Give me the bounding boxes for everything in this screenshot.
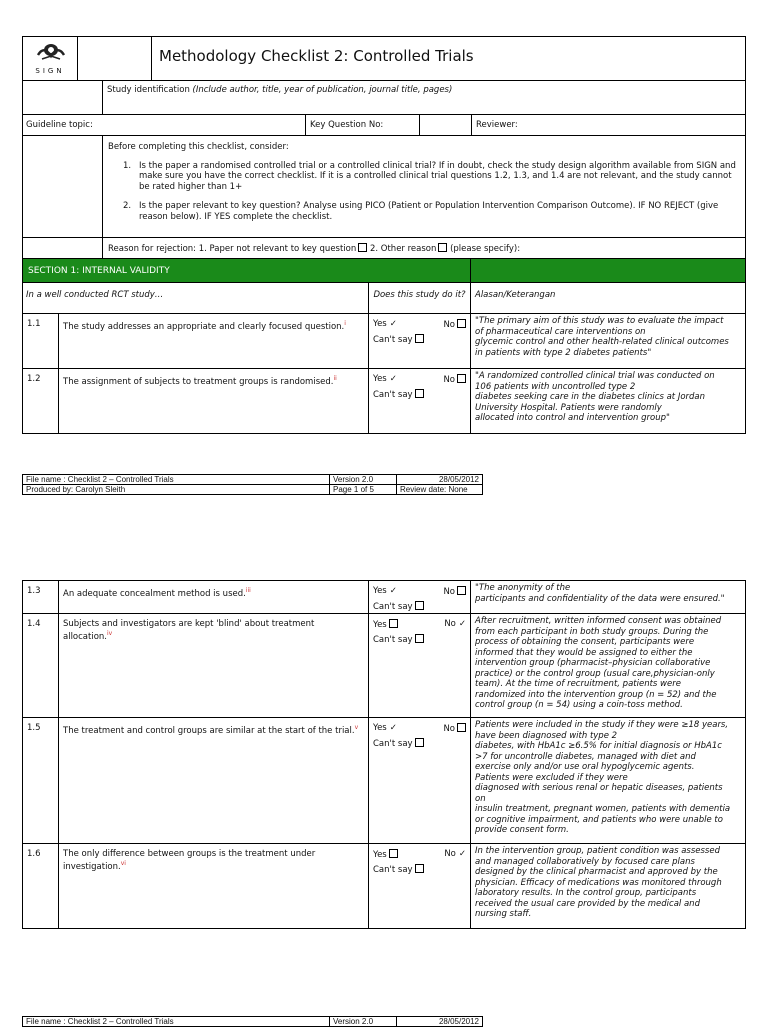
answer-no-label: No: [444, 619, 456, 629]
row-comment-cell: [470, 580, 746, 614]
comment-line: on: [475, 793, 486, 804]
row-footnote-ref: iv: [107, 630, 113, 638]
answer-no: [443, 374, 466, 386]
answer-yes-checkbox[interactable]: [389, 619, 398, 628]
row-question: [63, 322, 346, 332]
row-number: 1.4: [27, 619, 41, 629]
row-question-text: The treatment and control groups are similar at the start of the trial.: [63, 725, 355, 736]
answer-no-checkbox[interactable]: [457, 374, 466, 383]
comment-line: practice) or the control group (usual care,physician-only: [475, 668, 715, 679]
col-b-heading-cell: [368, 282, 471, 314]
answer-no-checkbox[interactable]: [457, 723, 466, 732]
thistle-logo-icon: [34, 41, 68, 63]
row-comment-cell: [470, 313, 746, 369]
row-number: 1.1: [27, 319, 41, 329]
col-a-heading: In a well conducted RCT study…: [26, 290, 164, 300]
row-question-cell: [58, 717, 369, 844]
answer-no-check-icon[interactable]: ✓: [458, 849, 466, 859]
footer-1-review: Review date: None: [397, 485, 483, 495]
reviewer-label: Reviewer:: [476, 120, 518, 130]
key-question-cell: [305, 114, 420, 136]
answer-yes-checkbox[interactable]: [389, 849, 398, 858]
row-question-cell: [58, 580, 369, 614]
row-answer: [373, 374, 466, 400]
before-item-2: [123, 201, 740, 222]
answer-yes-check-icon[interactable]: ✓: [389, 586, 397, 596]
row-question-text: An adequate concealment method is used.: [63, 588, 246, 599]
comment-line: from each participant in both study groups. During the: [475, 626, 709, 637]
row-question-cell: [58, 313, 369, 369]
comment-line: laboratory results. In the control group, participants: [475, 888, 697, 898]
footer-2-version: Version 2.0: [330, 1017, 397, 1027]
comment-line: "The anonymity of the: [475, 583, 571, 593]
comment-line: diabetes, with HbA1c ≥6.5% for initial diagnosis or HbA1c: [475, 741, 722, 751]
comment-line: In the intervention group, patient condition was assessed: [475, 846, 720, 856]
comment-line: process of obtaining the consent, participants were: [475, 637, 695, 647]
comment-line: diabetes seeking care in the diabetes clinics at Jordan: [475, 392, 706, 402]
comment-line: randomized into the intervention group (n = 52) and the: [475, 689, 717, 700]
row-question: [63, 589, 251, 599]
row-number: 1.3: [27, 586, 41, 596]
rejection-text-c: (please specify):: [450, 244, 521, 254]
answer-cant-say-label: Can't say: [373, 634, 413, 645]
row-answer-cell: [368, 580, 471, 614]
answer-yes-check-icon[interactable]: ✓: [389, 374, 397, 384]
study-id-label: Study identification: [107, 85, 190, 95]
comment-line: allocated into control and intervention group": [475, 413, 670, 423]
col-a-heading-cell: [22, 282, 369, 314]
comment-line: have been diagnosed with type 2: [475, 730, 618, 741]
answer-no-checkbox[interactable]: [457, 586, 466, 595]
answer-cant-say-label: Can't say: [373, 864, 413, 875]
comment-line: University Hospital. Patients were randomly: [475, 402, 662, 413]
logo-cell: [22, 36, 78, 81]
answer-yes-label: Yes: [373, 723, 387, 733]
footer-1-version: Version 2.0: [330, 475, 397, 485]
answer-cant-say-checkbox[interactable]: [415, 389, 424, 398]
row-footnote-ref: i: [344, 320, 346, 327]
answer-no: [443, 586, 466, 598]
header-spacer-cell: [77, 36, 152, 81]
answer-no: [444, 619, 466, 631]
row-number-cell: [22, 843, 59, 929]
answer-cant-say-checkbox[interactable]: [415, 864, 424, 873]
answer-yes: [373, 374, 397, 386]
section-1-header: [22, 258, 471, 283]
before-item-1-text: Is the paper a randomised controlled trial or a controlled clinical trial? If in doubt, check the study design algorithm available from SIGN and make sure you have the correct checklist. If it is a controlled clinical trial questions 1.2, 1.3, and 1.4 are not relevant, and the study cannot be rated higher than 1+: [139, 160, 736, 192]
before-item-1-num: 1.: [123, 160, 132, 171]
footer-2-date: 28/05/2012: [397, 1017, 483, 1027]
comment-line: Patients were excluded if they were: [475, 772, 628, 783]
row-footnote-ref: vi: [120, 860, 126, 868]
footer-1-produced: Produced by: Carolyn Sleith: [23, 485, 330, 495]
footer-1-file: File name : Checklist 2 – Controlled Trials: [23, 475, 330, 485]
comment-line: control group (n = 54) using a coin-toss method.: [475, 700, 683, 710]
comment-line: team). At the time of recruitment, patients were: [475, 679, 681, 689]
row-answer-cell: [368, 717, 471, 844]
answer-yes: [373, 723, 397, 735]
answer-cant-say-label: Can't say: [373, 738, 413, 749]
row-number-cell: [22, 613, 59, 718]
row-question: [63, 726, 358, 736]
answer-yes-label: Yes: [373, 586, 387, 596]
footer-1-date: 28/05/2012: [397, 475, 483, 485]
comment-line: exercise only and/or use oral hypoglycemic agents.: [475, 762, 695, 772]
answer-no-check-icon[interactable]: ✓: [458, 619, 466, 629]
answer-cant-say-label: Can't say: [373, 389, 413, 400]
comment-line: insulin treatment, pregnant women, patients with dementia: [475, 804, 731, 814]
rejection-left-cell: [22, 237, 103, 259]
footer-1-page: Page 1 of 5: [330, 485, 397, 495]
row-question: [63, 849, 315, 872]
answer-no: [443, 723, 466, 735]
row-question-cell: [58, 843, 369, 929]
before-item-2-num: 2.: [123, 201, 132, 211]
key-question-value-cell: [419, 114, 472, 136]
section-1-title: SECTION 1: INTERNAL VALIDITY: [28, 266, 170, 276]
answer-cant-say-checkbox[interactable]: [415, 634, 424, 643]
answer-cant-say-label: Can't say: [373, 601, 413, 612]
answer-cant-say-checkbox[interactable]: [415, 601, 424, 610]
col-c-heading-cell: [470, 282, 746, 314]
rejection-text-b: 2. Other reason: [369, 244, 437, 254]
comment-line: glycemic control and other health-related clinical outcomes: [475, 337, 729, 347]
page-title: Methodology Checklist 2: Controlled Trials: [159, 47, 474, 65]
answer-yes-label: Yes: [373, 620, 387, 630]
answer-yes-label: Yes: [373, 319, 387, 329]
answer-no-label: No: [443, 587, 455, 597]
key-question-label: Key Question No:: [310, 120, 384, 130]
answer-yes: [373, 319, 397, 331]
comment-line: received the usual care provided by the medical and: [475, 898, 700, 909]
comment-line: nursing staff.: [475, 909, 532, 919]
before-intro: Before completing this checklist, consider:: [108, 142, 289, 152]
section-1-header-right: [470, 258, 746, 283]
footer-2-file: File name : Checklist 2 – Controlled Trials: [23, 1017, 330, 1027]
row-answer: [373, 849, 466, 875]
comment-line: "A randomized controlled clinical trial was conducted on: [475, 371, 715, 381]
answer-no-label: No: [444, 849, 456, 859]
row-question-text: The assignment of subjects to treatment groups is randomised.: [63, 376, 334, 387]
answer-cant-say-label: Can't say: [373, 334, 413, 345]
comment-line: informed that they would be assigned to either the: [475, 647, 693, 658]
comment-line: intervention group (pharmacist–physician collaborative: [475, 658, 711, 668]
row-question-text: The only difference between groups is the treatment under investigation.: [63, 849, 316, 873]
answer-cant-say-checkbox[interactable]: [415, 334, 424, 343]
answer-no-label: No: [443, 320, 455, 330]
comment-line: or cognitive impairment, and patients who were unable to: [475, 814, 723, 825]
reviewer-cell: [471, 114, 746, 136]
row-number-cell: [22, 313, 59, 369]
answer-yes-check-icon[interactable]: ✓: [389, 723, 397, 733]
row-comment: [475, 616, 741, 711]
rejection-text-a: Reason for rejection: 1. Paper not relevant to key question: [108, 244, 357, 254]
row-answer: [373, 723, 466, 749]
guideline-topic-label: Guideline topic:: [26, 120, 93, 130]
rejection-checkbox-1[interactable]: [358, 243, 367, 252]
comment-line: participants and confidentiality of the data were ensured.": [475, 593, 725, 604]
comment-line: physician. Efficacy of medications was monitored through: [475, 877, 722, 888]
row-comment: [475, 720, 741, 836]
comment-line: diagnosed with serious renal or hepatic diseases, patients: [475, 783, 723, 793]
answer-no-label: No: [443, 375, 455, 385]
answer-yes: [373, 619, 398, 631]
before-item-1: [123, 161, 740, 193]
comment-line: designed by the clinical pharmacist and approved by the: [475, 867, 718, 877]
comment-line: Patients were included in the study if they were ≥18 years,: [475, 720, 729, 730]
row-number: 1.5: [27, 723, 41, 733]
comment-line: and managed collaboratively by focused care plans: [475, 856, 695, 867]
answer-no: [444, 849, 466, 861]
answer-yes: [373, 586, 397, 598]
row-question: [63, 619, 314, 642]
answer-no-label: No: [443, 724, 455, 734]
row-comment-cell: [470, 613, 746, 718]
row-number-cell: [22, 717, 59, 844]
answer-yes: [373, 849, 398, 861]
col-c-heading: Alasan/Keterangan: [475, 290, 556, 300]
comment-line: in patients with type 2 diabetes patients": [475, 347, 652, 358]
answer-yes-check-icon[interactable]: ✓: [389, 319, 397, 329]
row-answer-cell: [368, 843, 471, 929]
answer-no: [443, 319, 466, 331]
rejection-checkbox-2[interactable]: [438, 243, 447, 252]
row-answer: [373, 586, 466, 612]
before-cell: [102, 135, 746, 238]
comment-line: of pharmaceutical care interventions on: [475, 326, 646, 337]
row-number-cell: [22, 368, 59, 434]
comment-line: After recruitment, written informed consent was obtained: [475, 616, 722, 626]
col-b-heading: Does this study do it?: [373, 290, 466, 300]
row-answer-cell: [368, 313, 471, 369]
row-question-cell: [58, 368, 369, 434]
row-number: 1.6: [27, 849, 41, 859]
before-item-2-text: Is the paper relevant to key question? Analyse using PICO (Patient or Population Intervention Comparison Outcome). IF NO REJECT (give reason below). IF YES complete the checklist.: [139, 201, 719, 222]
row-footnote-ref: v: [354, 724, 359, 731]
row-comment: [475, 846, 741, 920]
row-comment: [475, 316, 741, 358]
row-comment-cell: [470, 368, 746, 434]
guideline-topic-cell: [22, 114, 306, 136]
comment-line: "The primary aim of this study was to evaluate the impact: [475, 316, 724, 326]
row-comment: [475, 371, 741, 424]
study-id-left-cell: [22, 80, 103, 115]
title-cell: [151, 36, 746, 81]
page-1-footer: [22, 474, 483, 495]
row-question-cell: [58, 613, 369, 718]
row-question: [63, 377, 337, 387]
comment-line: provide consent form.: [475, 825, 569, 835]
answer-cant-say-checkbox[interactable]: [415, 738, 424, 747]
row-footnote-ref: iii: [245, 587, 251, 594]
logo-text: SIGN: [35, 67, 65, 75]
row-answer-cell: [368, 613, 471, 718]
row-comment: [475, 583, 741, 604]
answer-yes-label: Yes: [373, 850, 387, 860]
answer-no-checkbox[interactable]: [457, 319, 466, 328]
study-id-cell: [102, 80, 746, 115]
row-comment-cell: [470, 843, 746, 929]
row-number: 1.2: [27, 374, 41, 384]
row-number-cell: [22, 580, 59, 614]
row-comment-cell: [470, 717, 746, 844]
row-question-text: Subjects and investigators are kept 'blind' about treatment allocation.: [63, 619, 315, 643]
row-footnote-ref: ii: [333, 375, 337, 382]
before-left-cell: [22, 135, 103, 238]
study-id-hint: (Include author, title, year of publication, journal title, pages): [192, 85, 453, 95]
row-answer: [373, 619, 466, 645]
rejection-cell: [102, 237, 746, 259]
row-answer-cell: [368, 368, 471, 434]
page-2-footer: [22, 1016, 483, 1027]
row-question-text: The study addresses an appropriate and clearly focused question.: [63, 321, 345, 332]
comment-line: 106 patients with uncontrolled type 2: [475, 381, 636, 392]
comment-line: >7 for uncontrolle diabetes, managed with diet and: [475, 751, 696, 762]
answer-yes-label: Yes: [373, 374, 387, 384]
row-answer: [373, 319, 466, 345]
